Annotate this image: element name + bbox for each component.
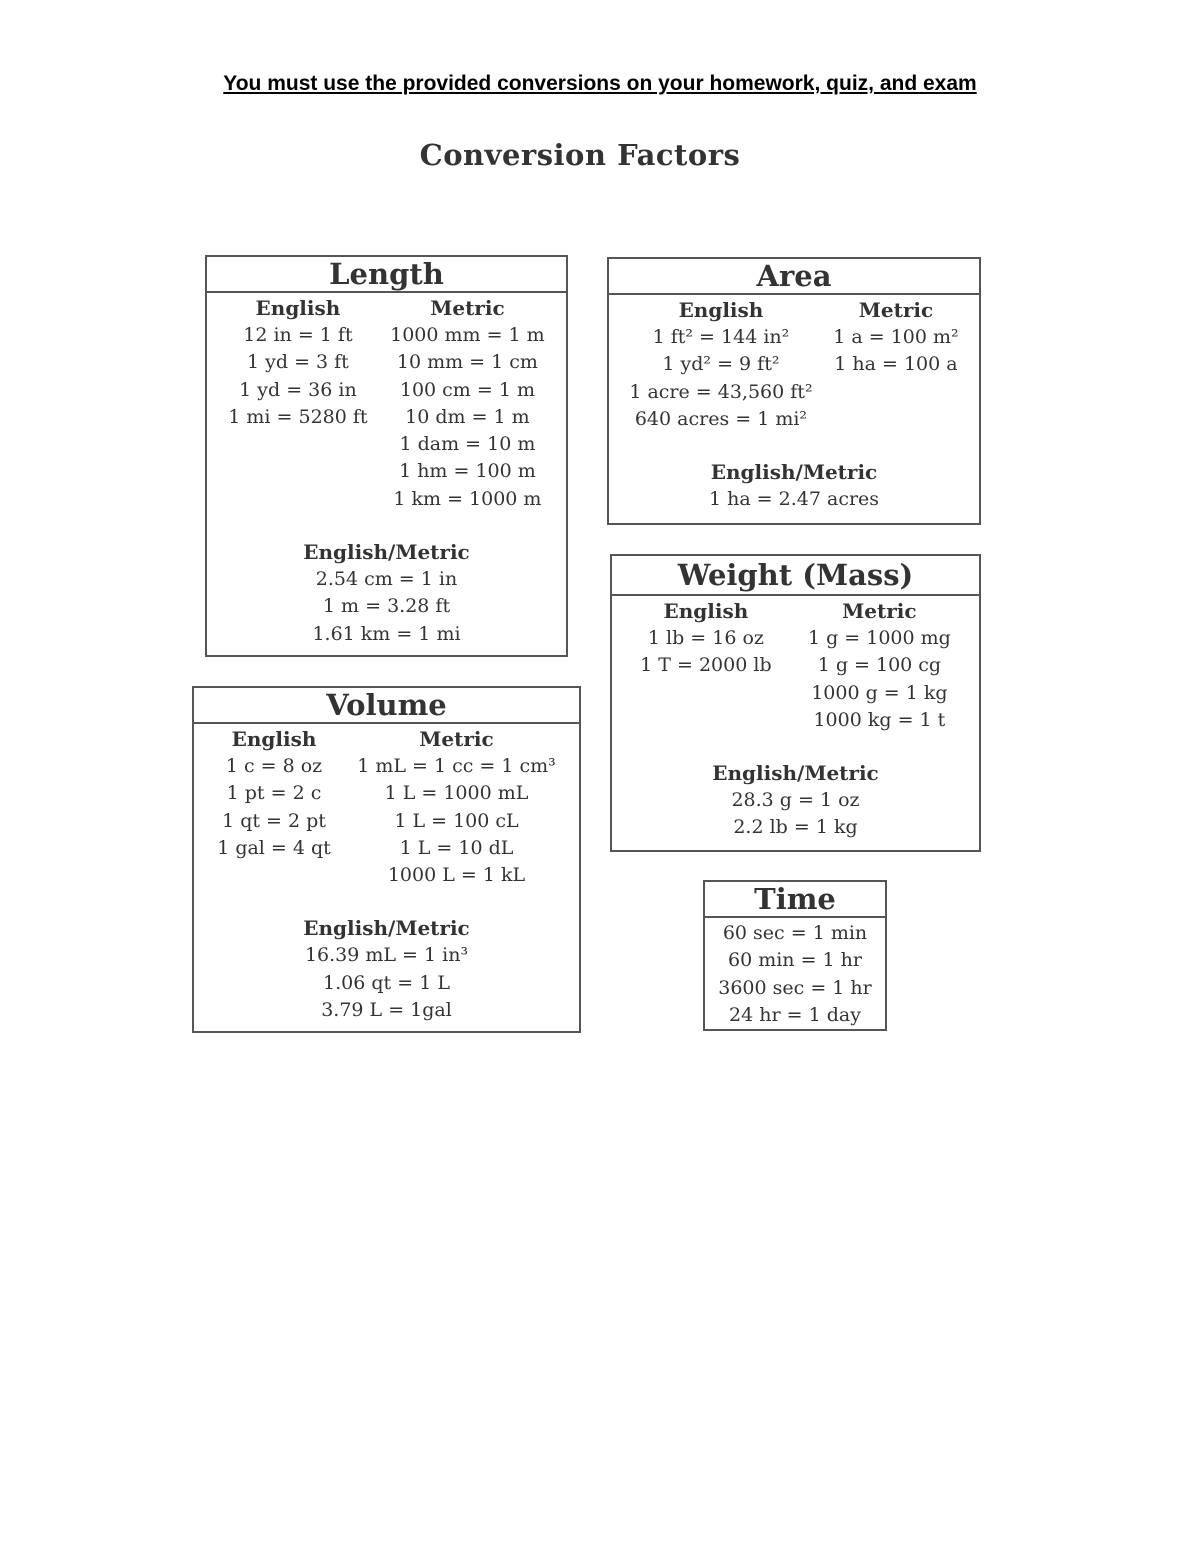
time-row: 60 sec = 1 min (722, 922, 868, 944)
length-metric-row: 1 hm = 100 m (399, 460, 536, 483)
weight-metric-row: 1000 kg = 1 t (813, 708, 946, 731)
length-english-row: 1 mi = 5280 ft (228, 405, 368, 428)
length-english-heading: English (255, 296, 341, 320)
weight-english-column (640, 596, 771, 734)
length-em-row: 1.61 km = 1 mi (312, 622, 461, 645)
area-heading: Area (609, 259, 979, 295)
weight-metric-row: 1 g = 100 cg (817, 654, 942, 677)
time-rows (705, 920, 885, 1029)
time-row: 60 min = 1 hr (728, 949, 862, 972)
weight-english-row: 1 lb = 16 oz (647, 627, 764, 649)
volume-english-row: 1 pt = 2 c (226, 782, 322, 805)
area-box (607, 257, 981, 525)
volume-english-row: 1 qt = 2 pt (222, 809, 326, 832)
area-metric-heading: Metric (858, 298, 934, 322)
weight-metric-row: 1 g = 1000 mg (807, 627, 951, 649)
volume-em-row: 16.39 mL = 1 in³ (304, 944, 469, 967)
volume-metric-row: 1000 L = 1 kL (387, 864, 526, 887)
volume-metric-row: 1 mL = 1 cc = 1 cm³ (357, 755, 556, 777)
length-heading: Length (207, 257, 566, 293)
length-box (205, 255, 568, 657)
length-metric-row: 10 mm = 1 cm (396, 351, 538, 374)
volume-english-row: 1 gal = 4 qt (217, 836, 331, 859)
weight-english-metric-section (612, 760, 979, 842)
time-box (703, 880, 887, 1031)
area-english-row: 640 acres = 1 mi² (634, 407, 808, 430)
volume-english-metric-section (194, 915, 579, 1024)
volume-english-row: 1 c = 8 oz (225, 755, 323, 777)
length-metric-row: 10 dm = 1 m (405, 405, 530, 428)
length-english-row: 1 yd = 36 in (239, 378, 357, 401)
area-english-metric-heading: English/Metric (710, 460, 878, 485)
length-em-row: 1 m = 3.28 ft (322, 595, 451, 618)
weight-metric-row: 1000 g = 1 kg (811, 681, 948, 704)
time-heading: Time (705, 882, 885, 918)
length-english-metric-section (207, 539, 566, 648)
length-metric-row: 1000 mm = 1 m (390, 324, 545, 346)
time-row: 24 hr = 1 day (729, 1003, 861, 1026)
volume-english-heading: English (231, 727, 317, 751)
volume-box (192, 686, 581, 1033)
length-metric-row: 1 km = 1000 m (393, 487, 542, 510)
homework-notice: You must use the provided conversions on your homework, quiz, and exam (223, 72, 977, 95)
length-em-row: 2.54 cm = 1 in (315, 568, 458, 591)
weight-box (610, 554, 981, 852)
length-english-row: 12 in = 1 ft (243, 324, 353, 346)
length-metric-column (390, 293, 545, 513)
page-title: Conversion Factors (419, 138, 741, 172)
weight-metric-heading: Metric (842, 599, 917, 623)
length-english-metric-heading: English/Metric (303, 540, 470, 565)
area-english-row: 1 acre = 43,560 ft² (629, 380, 813, 403)
volume-em-row: 1.06 qt = 1 L (323, 971, 450, 994)
weight-em-row: 2.2 lb = 1 kg (733, 816, 858, 839)
volume-metric-row: 1 L = 100 cL (394, 809, 519, 832)
volume-metric-row: 1 L = 1000 mL (384, 782, 529, 805)
length-english-column (228, 293, 367, 513)
weight-english-row: 1 T = 2000 lb (640, 654, 772, 677)
volume-metric-row: 1 L = 10 dL (399, 836, 514, 859)
weight-metric-column (808, 596, 951, 734)
volume-heading: Volume (194, 688, 579, 724)
volume-english-column (217, 724, 331, 889)
volume-metric-column (357, 724, 556, 889)
length-english-row: 1 yd = 3 ft (247, 351, 349, 374)
area-english-row: 1 ft² = 144 in² (652, 326, 790, 348)
weight-english-metric-heading: English/Metric (712, 761, 879, 786)
area-metric-row: 1 a = 100 m² (833, 326, 959, 348)
length-metric-heading: Metric (430, 296, 505, 320)
area-english-row: 1 yd² = 9 ft² (662, 353, 780, 376)
area-em-row: 1 ha = 2.47 acres (708, 488, 880, 511)
volume-metric-heading: Metric (419, 727, 494, 751)
weight-em-row: 28.3 g = 1 oz (731, 789, 860, 812)
volume-english-metric-heading: English/Metric (303, 916, 470, 941)
volume-em-row: 3.79 L = 1gal (321, 999, 452, 1022)
weight-english-heading: English (663, 599, 749, 623)
weight-heading: Weight (Mass) (612, 556, 979, 596)
area-metric-column (833, 295, 958, 433)
area-metric-row: 1 ha = 100 a (834, 353, 958, 376)
area-english-heading: English (678, 298, 764, 322)
length-metric-row: 100 cm = 1 m (399, 378, 535, 401)
area-english-column (629, 295, 812, 433)
area-english-metric-section (609, 459, 979, 513)
time-row: 3600 sec = 1 hr (718, 976, 872, 999)
length-metric-row: 1 dam = 10 m (399, 433, 536, 456)
